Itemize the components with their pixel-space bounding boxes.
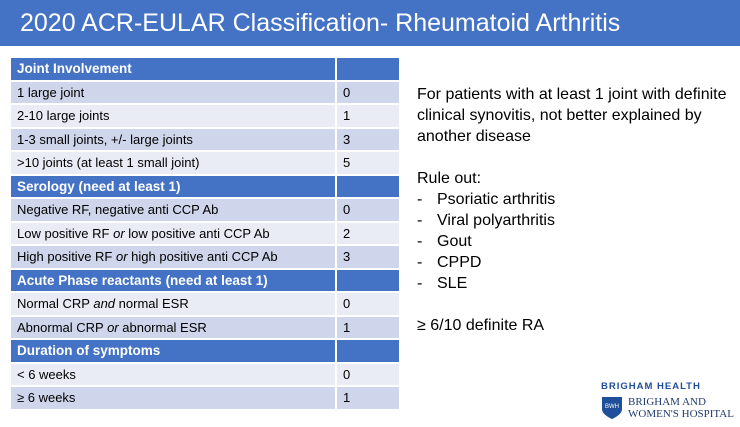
criterion-score: 3 bbox=[336, 245, 400, 269]
criterion-label: >10 joints (at least 1 small joint) bbox=[11, 151, 336, 175]
section-header-row bbox=[11, 339, 400, 363]
section-header: Duration of symptoms bbox=[11, 339, 336, 363]
section-header: Acute Phase reactants (need at least 1) bbox=[11, 269, 336, 293]
criterion-label: Abnormal CRP or abnormal ESR bbox=[11, 316, 336, 340]
criterion-label: Negative RF, negative anti CCP Ab bbox=[11, 198, 336, 222]
rule-out-list bbox=[417, 189, 737, 294]
table-row bbox=[11, 292, 400, 316]
criterion-label: < 6 weeks bbox=[11, 363, 336, 387]
classification-table bbox=[11, 58, 401, 411]
dash-bullet: - bbox=[417, 233, 423, 250]
dash-bullet: - bbox=[417, 275, 423, 292]
criterion-score: 1 bbox=[336, 104, 400, 128]
criterion-label: 1 large joint bbox=[11, 81, 336, 105]
brigham-health-logo bbox=[601, 381, 740, 427]
table-row bbox=[11, 316, 400, 340]
criterion-score: 0 bbox=[336, 292, 400, 316]
criterion-score: 5 bbox=[336, 151, 400, 175]
criterion-score: 1 bbox=[336, 316, 400, 340]
logo-health-text: BRIGHAM HEALTH bbox=[601, 381, 701, 392]
rule-out-item: - CPPD bbox=[417, 254, 482, 271]
section-header-score-cell bbox=[336, 58, 400, 81]
rule-out-item: - Gout bbox=[417, 233, 472, 250]
table-row bbox=[11, 81, 400, 105]
notes-panel bbox=[417, 84, 737, 336]
criterion-label: High positive RF or high positive anti CCP Ab bbox=[11, 245, 336, 269]
section-header-score-cell bbox=[336, 269, 400, 293]
slide-title: 2020 ACR-EULAR Classification- Rheumatoid Arthritis bbox=[20, 9, 621, 37]
criterion-score: 0 bbox=[336, 198, 400, 222]
criterion-label: ≥ 6 weeks bbox=[11, 386, 336, 410]
title-bar bbox=[0, 0, 740, 46]
table-row bbox=[11, 245, 400, 269]
svg-text:BWH: BWH bbox=[605, 404, 619, 410]
rule-out-item: - Psoriatic arthritis bbox=[417, 191, 556, 208]
table-row bbox=[11, 363, 400, 387]
shield-icon bbox=[601, 396, 623, 420]
logo-hospital-name: BRIGHAM AND WOMEN'S HOSPITAL bbox=[628, 396, 734, 420]
section-header: Joint Involvement bbox=[11, 58, 336, 81]
rule-out-label: Rule out: bbox=[417, 170, 482, 187]
criterion-score: 1 bbox=[336, 386, 400, 410]
criterion-score: 2 bbox=[336, 222, 400, 246]
threshold-text: ≥ 6/10 definite RA bbox=[417, 317, 545, 334]
section-header-score-cell bbox=[336, 175, 400, 199]
criterion-label: Normal CRP and normal ESR bbox=[11, 292, 336, 316]
table-row bbox=[11, 222, 400, 246]
section-header-score-cell bbox=[336, 339, 400, 363]
section-header-row bbox=[11, 175, 400, 199]
table-row bbox=[11, 198, 400, 222]
dash-bullet: - bbox=[417, 191, 423, 208]
rule-out-item: - Viral polyarthritis bbox=[417, 212, 555, 229]
table-row bbox=[11, 104, 400, 128]
table-row bbox=[11, 386, 400, 410]
criterion-label: 1-3 small joints, +/- large joints bbox=[11, 128, 336, 152]
criterion-label: Low positive RF or low positive anti CCP Ab bbox=[11, 222, 336, 246]
intro-text: For patients with at least 1 joint with definite clinical synovitis, not better explained by another disease bbox=[417, 86, 727, 145]
section-header-row bbox=[11, 58, 400, 81]
table-row bbox=[11, 151, 400, 175]
table-row bbox=[11, 128, 400, 152]
section-header-row bbox=[11, 269, 400, 293]
dash-bullet: - bbox=[417, 254, 423, 271]
criterion-label: 2-10 large joints bbox=[11, 104, 336, 128]
section-header: Serology (need at least 1) bbox=[11, 175, 336, 199]
criterion-score: 0 bbox=[336, 363, 400, 387]
dash-bullet: - bbox=[417, 212, 423, 229]
rule-out-item: - SLE bbox=[417, 275, 468, 292]
criterion-score: 3 bbox=[336, 128, 400, 152]
criterion-score: 0 bbox=[336, 81, 400, 105]
